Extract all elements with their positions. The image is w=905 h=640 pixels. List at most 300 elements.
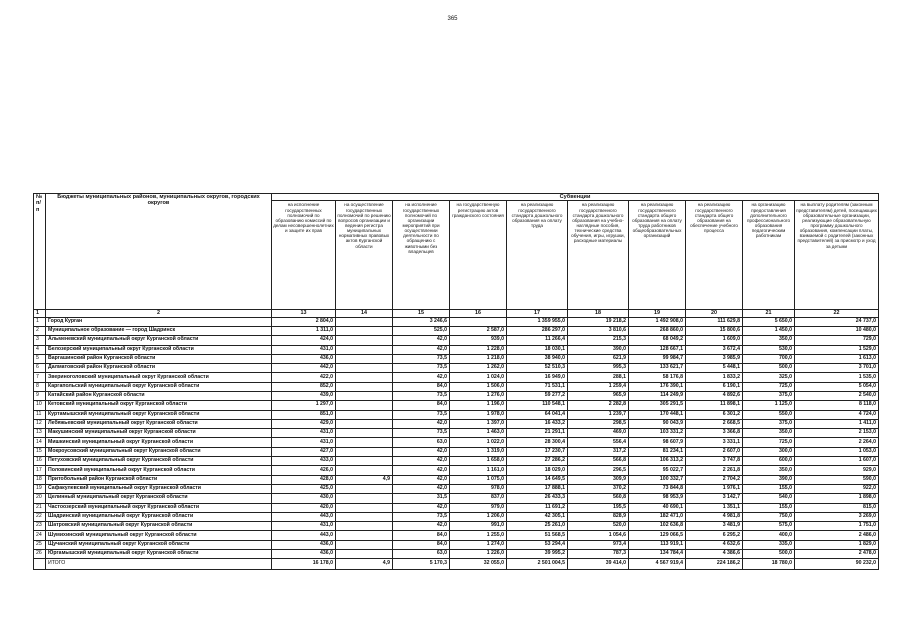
value-cell: 102 636,8 [629, 522, 686, 531]
value-cell: 63,0 [393, 550, 450, 559]
table-row [34, 410, 879, 419]
value-cell: 436,0 [272, 550, 336, 559]
table-row [34, 484, 879, 493]
value-cell: 2 153,0 [795, 429, 879, 438]
value-cell: 129 066,5 [629, 531, 686, 540]
total-value-cell: 5 170,3 [393, 559, 450, 570]
value-cell [336, 317, 393, 326]
column-number: 15 [393, 310, 450, 317]
value-cell: 305 291,5 [629, 401, 686, 410]
value-cell: 4 632,6 [686, 540, 743, 549]
value-cell: 443,0 [272, 531, 336, 540]
value-cell: 500,0 [743, 550, 795, 559]
value-cell: 42,0 [393, 457, 450, 466]
value-cell: 68 049,2 [629, 336, 686, 345]
value-cell: 73,5 [393, 410, 450, 419]
value-cell: 436,0 [272, 354, 336, 363]
column-header-16: на государственную регистрацию актов гражданского состояния [450, 201, 507, 310]
value-cell: 2 540,0 [795, 392, 879, 401]
value-cell: 1 535,0 [795, 373, 879, 382]
value-cell: 155,0 [743, 484, 795, 493]
value-cell: 24 737,0 [795, 317, 879, 326]
value-cell: 837,0 [450, 494, 507, 503]
value-cell [336, 326, 393, 335]
value-cell: 1 359 955,0 [507, 317, 568, 326]
value-cell: 787,3 [568, 550, 629, 559]
value-cell: 84,0 [393, 382, 450, 391]
value-cell [336, 540, 393, 549]
value-cell: 929,0 [795, 466, 879, 475]
value-cell: 10 480,0 [795, 326, 879, 335]
value-cell: 268 860,0 [629, 326, 686, 335]
value-cell: 1 319,0 [450, 447, 507, 456]
value-cell: 1 054,6 [568, 531, 629, 540]
value-cell [336, 457, 393, 466]
row-number: 26 [34, 550, 46, 559]
value-cell: 133 621,7 [629, 364, 686, 373]
table-row [34, 419, 879, 428]
value-cell: 17 230,7 [507, 447, 568, 456]
table-row [34, 336, 879, 345]
value-cell: 431,0 [272, 522, 336, 531]
budget-name: Мокроусовский муниципальный округ Курганской области [46, 447, 272, 456]
value-cell: 73,5 [393, 512, 450, 521]
page-number: 365 [447, 16, 458, 22]
value-cell: 439,0 [272, 392, 336, 401]
row-number: 20 [34, 494, 46, 503]
value-cell: 84,0 [393, 401, 450, 410]
value-cell: 2 261,8 [686, 466, 743, 475]
value-cell: 114 249,9 [629, 392, 686, 401]
table-row [34, 531, 879, 540]
value-cell: 1 829,0 [795, 540, 879, 549]
value-cell: 991,0 [450, 522, 507, 531]
value-cell: 73,5 [393, 354, 450, 363]
value-cell: 443,0 [272, 512, 336, 521]
value-cell: 590,0 [795, 475, 879, 484]
value-cell: 73,5 [393, 392, 450, 401]
value-cell: 1 226,0 [450, 550, 507, 559]
row-number: 25 [34, 540, 46, 549]
total-value-cell: 18 780,0 [743, 559, 795, 570]
value-cell: 1 075,0 [450, 475, 507, 484]
column-header-20: на реализацию государственного стандарта общего образования на обеспечение учебного процесса [686, 201, 743, 310]
value-cell: 73,5 [393, 429, 450, 438]
value-cell: 566,8 [568, 457, 629, 466]
table-row [34, 317, 879, 326]
value-cell [336, 447, 393, 456]
value-cell: 1 411,0 [795, 419, 879, 428]
table-row [34, 447, 879, 456]
budget-name: Лебяжьевский муниципальный округ Курганской области [46, 419, 272, 428]
value-cell: 42,0 [393, 475, 450, 484]
value-cell: 3 246,6 [393, 317, 450, 326]
value-cell: 700,0 [743, 354, 795, 363]
value-cell: 3 672,4 [686, 345, 743, 354]
row-number: 17 [34, 466, 46, 475]
value-cell: 128 667,1 [629, 345, 686, 354]
value-cell: 6 295,2 [686, 531, 743, 540]
budget-name: Кетовский муниципальный округ Курганской области [46, 401, 272, 410]
table-row [34, 522, 879, 531]
column-header-21: на организацию предоставления дополнительного профессионального образования педагогическим работникам [743, 201, 795, 310]
value-cell: 42,0 [393, 447, 450, 456]
value-cell: 431,0 [272, 438, 336, 447]
budget-name: Шумихинский муниципальный округ Курганской области [46, 531, 272, 540]
value-cell: 134 784,4 [629, 550, 686, 559]
budget-name: Половинский муниципальный округ Курганской области [46, 466, 272, 475]
value-cell: 4 386,6 [686, 550, 743, 559]
value-cell: 4 892,6 [686, 392, 743, 401]
row-number: 22 [34, 512, 46, 521]
total-value-cell: 224 186,2 [686, 559, 743, 570]
budget-name: Петуховский муниципальный округ Курганской области [46, 457, 272, 466]
value-cell: 3 481,9 [686, 522, 743, 531]
column-number: 13 [272, 310, 336, 317]
value-cell: 3 142,7 [686, 494, 743, 503]
value-cell: 182 471,0 [629, 512, 686, 521]
total-value-cell: 32 055,0 [450, 559, 507, 570]
value-cell: 99 984,7 [629, 354, 686, 363]
value-cell: 155,0 [743, 503, 795, 512]
value-cell: 21 291,1 [507, 429, 568, 438]
value-cell: 11 266,4 [507, 336, 568, 345]
row-number: 2 [34, 326, 46, 335]
value-cell: 113 919,1 [629, 540, 686, 549]
value-cell [450, 317, 507, 326]
table-row [34, 503, 879, 512]
column-number: 2 [46, 310, 272, 317]
value-cell: 1 976,1 [686, 484, 743, 493]
budget-name: Щучанский муниципальный округ Курганской области [46, 540, 272, 549]
value-cell: 51 568,5 [507, 531, 568, 540]
column-number: 17 [507, 310, 568, 317]
value-cell: 426,0 [272, 466, 336, 475]
budget-name: Сафакулевский муниципальный округ Курганской области [46, 484, 272, 493]
row-number: 8 [34, 382, 46, 391]
value-cell: 90 043,9 [629, 419, 686, 428]
value-cell: 53 294,4 [507, 540, 568, 549]
value-cell: 59 277,2 [507, 392, 568, 401]
row-number: 15 [34, 447, 46, 456]
value-cell: 431,0 [272, 429, 336, 438]
row-number: 1 [34, 317, 46, 326]
value-cell: 176 390,1 [629, 382, 686, 391]
value-cell: 17 888,1 [507, 484, 568, 493]
value-cell: 11 898,1 [686, 401, 743, 410]
value-cell: 58 176,8 [629, 373, 686, 382]
value-cell: 1 274,0 [450, 540, 507, 549]
budget-name: Юргамышский муниципальный округ Курганской области [46, 550, 272, 559]
value-cell: 42,0 [393, 336, 450, 345]
table-row [34, 354, 879, 363]
value-cell: 18 030,1 [507, 345, 568, 354]
total-row [34, 559, 879, 570]
value-cell: 39 995,2 [507, 550, 568, 559]
value-cell: 42,0 [393, 419, 450, 428]
value-cell: 1 024,0 [450, 373, 507, 382]
value-cell: 1 613,0 [795, 354, 879, 363]
row-number: 7 [34, 373, 46, 382]
value-cell: 750,0 [743, 512, 795, 521]
value-cell: 71 531,1 [507, 382, 568, 391]
value-cell: 1 239,7 [568, 410, 629, 419]
value-cell: 530,0 [743, 345, 795, 354]
value-cell: 81 234,1 [629, 447, 686, 456]
value-cell: 729,0 [795, 336, 879, 345]
value-cell: 390,0 [568, 345, 629, 354]
value-cell: 1 898,0 [795, 494, 879, 503]
value-cell: 425,0 [272, 484, 336, 493]
value-cell: 1 022,0 [450, 438, 507, 447]
column-number: 22 [795, 310, 879, 317]
row-number: 5 [34, 354, 46, 363]
value-cell: 1 161,0 [450, 466, 507, 475]
value-cell: 16 433,2 [507, 419, 568, 428]
value-cell: 350,0 [743, 336, 795, 345]
value-cell [336, 512, 393, 521]
value-cell: 1 053,0 [795, 447, 879, 456]
value-cell [336, 401, 393, 410]
value-cell: 1 397,0 [450, 419, 507, 428]
table-row [34, 457, 879, 466]
value-cell [336, 494, 393, 503]
value-cell: 1 351,1 [686, 503, 743, 512]
table-row [34, 550, 879, 559]
value-cell: 325,0 [743, 373, 795, 382]
budget-name: Звериноголовский муниципальный округ Курганской области [46, 373, 272, 382]
value-cell: 42,0 [393, 373, 450, 382]
value-cell [336, 364, 393, 373]
value-cell: 111 629,8 [686, 317, 743, 326]
value-cell: 8 118,0 [795, 401, 879, 410]
value-cell: 27 286,2 [507, 457, 568, 466]
total-label: ИТОГО [46, 559, 272, 570]
column-header-13: на исполнение государственных полномочий по образованию комиссий по делам несовершеннолетних и защите их прав [272, 201, 336, 310]
value-cell: 375,0 [743, 392, 795, 401]
value-cell: 1 609,0 [686, 336, 743, 345]
value-cell: 25 261,0 [507, 522, 568, 531]
value-cell: 296,5 [568, 466, 629, 475]
value-cell: 4 724,0 [795, 410, 879, 419]
value-cell: 1 607,0 [795, 457, 879, 466]
value-cell: 1 228,0 [450, 345, 507, 354]
value-cell: 430,0 [272, 494, 336, 503]
table-row [34, 540, 879, 549]
row-number: 12 [34, 419, 46, 428]
value-cell: 215,3 [568, 336, 629, 345]
total-value-cell: 39 414,0 [568, 559, 629, 570]
value-cell: 298,5 [568, 419, 629, 428]
row-number: 4 [34, 345, 46, 354]
value-cell: 16 949,0 [507, 373, 568, 382]
value-cell [336, 382, 393, 391]
value-cell: 19 218,2 [568, 317, 629, 326]
value-cell: 3 985,9 [686, 354, 743, 363]
budget-name: Шатровский муниципальный округ Курганской области [46, 522, 272, 531]
column-number: 1 [34, 310, 46, 317]
value-cell: 420,0 [272, 503, 336, 512]
value-cell: 100 332,7 [629, 475, 686, 484]
value-cell: 84,0 [393, 540, 450, 549]
value-cell [336, 354, 393, 363]
value-cell: 3 810,6 [568, 326, 629, 335]
budget-name: Белозерский муниципальный округ Курганской области [46, 345, 272, 354]
value-cell: 500,0 [743, 364, 795, 373]
value-cell: 370,2 [568, 484, 629, 493]
value-cell: 815,0 [795, 503, 879, 512]
value-cell: 922,0 [795, 484, 879, 493]
value-cell: 429,0 [272, 419, 336, 428]
column-header-18: на реализацию государственного стандарта дошкольного образования на учебно-наглядные пособия, технические средства обучения, игры, игрушки, расходные материалы [568, 201, 629, 310]
value-cell: 52 510,3 [507, 364, 568, 373]
value-cell: 11 691,2 [507, 503, 568, 512]
value-cell: 3 747,8 [686, 457, 743, 466]
value-cell: 170 448,1 [629, 410, 686, 419]
value-cell [336, 336, 393, 345]
value-cell: 540,0 [743, 494, 795, 503]
value-cell: 3 366,8 [686, 429, 743, 438]
table-row [34, 392, 879, 401]
table-row [34, 512, 879, 521]
value-cell: 6 190,1 [686, 382, 743, 391]
value-cell: 851,0 [272, 410, 336, 419]
value-cell: 84,0 [393, 531, 450, 540]
value-cell: 18 029,0 [507, 466, 568, 475]
value-cell: 1 529,0 [795, 345, 879, 354]
value-cell: 431,0 [272, 345, 336, 354]
value-cell: 64 041,4 [507, 410, 568, 419]
value-cell: 1 492 908,0 [629, 317, 686, 326]
row-number: 23 [34, 522, 46, 531]
value-cell: 106 313,2 [629, 457, 686, 466]
row-number: 16 [34, 457, 46, 466]
value-cell: 436,0 [272, 540, 336, 549]
value-cell: 469,0 [568, 429, 629, 438]
value-cell: 550,0 [743, 410, 795, 419]
value-cell: 556,4 [568, 438, 629, 447]
value-cell: 725,0 [743, 438, 795, 447]
value-cell: 103 331,2 [629, 429, 686, 438]
value-cell: 2 607,0 [686, 447, 743, 456]
value-cell: 525,0 [393, 326, 450, 335]
header-budgets: Бюджеты муниципальных районов, муниципальных округов, городских округов [46, 194, 272, 310]
value-cell: 978,0 [450, 484, 507, 493]
value-cell: 38 940,0 [507, 354, 568, 363]
budget-name: Макушинский муниципальный округ Курганской области [46, 429, 272, 438]
row-number: 13 [34, 429, 46, 438]
budget-name: Куртамышский муниципальный округ Курганской области [46, 410, 272, 419]
value-cell: 600,0 [743, 457, 795, 466]
budget-name: Далматовский район Курганской области [46, 364, 272, 373]
value-cell: 939,0 [450, 336, 507, 345]
value-cell: 4,9 [336, 475, 393, 484]
value-cell: 1 125,0 [743, 401, 795, 410]
value-cell: 852,0 [272, 382, 336, 391]
budget-name: Притобольный район Курганской области [46, 475, 272, 484]
budget-name: Варгашинский район Курганской области [46, 354, 272, 363]
value-cell: 14 649,5 [507, 475, 568, 484]
value-cell: 42,0 [393, 345, 450, 354]
column-number: 19 [629, 310, 686, 317]
value-cell: 42,0 [393, 503, 450, 512]
table-row [34, 364, 879, 373]
row-number: 18 [34, 475, 46, 484]
value-cell: 2 282,8 [568, 401, 629, 410]
value-cell [336, 410, 393, 419]
value-cell: 427,0 [272, 447, 336, 456]
value-cell: 1 218,0 [450, 354, 507, 363]
value-cell: 2 804,0 [272, 317, 336, 326]
budget-name: Частоозерский муниципальный округ Курганской области [46, 503, 272, 512]
value-cell: 979,0 [450, 503, 507, 512]
total-value-cell: 16 178,0 [272, 559, 336, 570]
value-cell: 300,0 [743, 447, 795, 456]
value-cell: 1 506,0 [450, 382, 507, 391]
budget-name: Город Курган [46, 317, 272, 326]
value-cell: 375,0 [743, 419, 795, 428]
column-header-22: на выплату родителям (законным представителям) детей, посещающих образовательные организации, реализующие образовательную программу дошкольного образования, компенсации платы, взимаемой с родителей (законных представителей) за присмотр и уход за детьми [795, 201, 879, 310]
table-row [34, 373, 879, 382]
budget-name: Каргапольский муниципальный округ Курганской области [46, 382, 272, 391]
value-cell: 1 196,0 [450, 401, 507, 410]
row-number: 6 [34, 364, 46, 373]
value-cell: 390,0 [743, 475, 795, 484]
total-value-cell: 2 501 004,5 [507, 559, 568, 570]
budget-name: Катайский район Курганской области [46, 392, 272, 401]
value-cell: 73 844,8 [629, 484, 686, 493]
value-cell: 286 297,0 [507, 326, 568, 335]
value-cell: 317,2 [568, 447, 629, 456]
table-row [34, 494, 879, 503]
budget-name: Шадринский муниципальный округ Курганской области [46, 512, 272, 521]
subventions-table [33, 193, 879, 570]
value-cell: 28 300,4 [507, 438, 568, 447]
value-cell: 1 276,0 [450, 392, 507, 401]
column-number: 21 [743, 310, 795, 317]
table-row [34, 466, 879, 475]
value-cell: 42,0 [393, 466, 450, 475]
table-row [34, 438, 879, 447]
row-number: 9 [34, 392, 46, 401]
value-cell: 73,5 [393, 364, 450, 373]
value-cell: 433,0 [272, 457, 336, 466]
value-cell: 973,4 [568, 540, 629, 549]
value-cell: 1 297,0 [272, 401, 336, 410]
value-cell: 1 259,4 [568, 382, 629, 391]
column-header-17: на реализацию государственного стандарта дошкольного образования на оплату труда [507, 201, 568, 310]
value-cell: 422,0 [272, 373, 336, 382]
value-cell: 309,9 [568, 475, 629, 484]
total-empty-cell [34, 559, 46, 570]
value-cell [336, 531, 393, 540]
value-cell: 4 981,8 [686, 512, 743, 521]
row-number: 11 [34, 410, 46, 419]
column-number: 16 [450, 310, 507, 317]
value-cell: 1 206,0 [450, 512, 507, 521]
value-cell: 5 448,1 [686, 364, 743, 373]
value-cell [336, 429, 393, 438]
value-cell: 5 054,0 [795, 382, 879, 391]
value-cell: 31,5 [393, 494, 450, 503]
value-cell: 98 607,9 [629, 438, 686, 447]
value-cell: 1 751,0 [795, 522, 879, 531]
row-number: 14 [34, 438, 46, 447]
value-cell: 42 305,1 [507, 512, 568, 521]
value-cell: 1 262,0 [450, 364, 507, 373]
value-cell: 5 650,0 [743, 317, 795, 326]
value-cell: 1 255,0 [450, 531, 507, 540]
